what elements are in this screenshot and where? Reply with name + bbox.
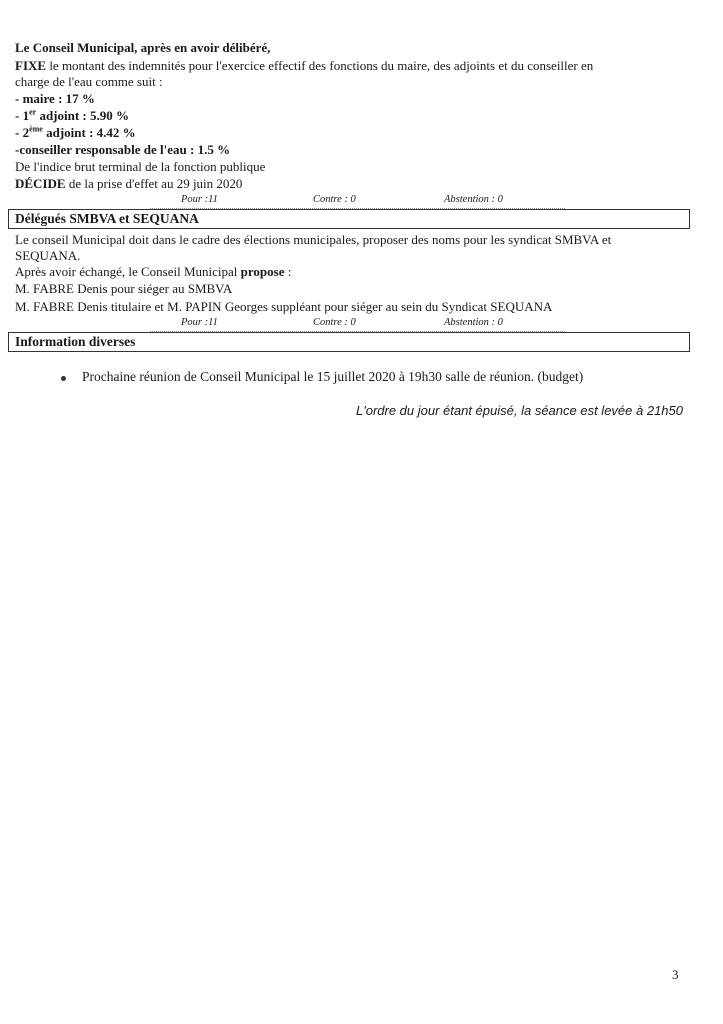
rate-adjoint-2	[15, 125, 136, 141]
decide-keyword: DÉCIDE	[15, 176, 66, 191]
propose-keyword: propose	[240, 264, 285, 279]
adj1-sup: er	[29, 107, 37, 117]
bullet-icon	[61, 376, 66, 381]
information-item: Prochaine réunion de Conseil Municipal le 15 juillet 2020 à 19h30 salle de réunion. (budget)	[82, 369, 584, 384]
delegues-line-2: SEQUANA.	[15, 248, 81, 263]
propose-end: :	[284, 264, 292, 279]
section-heading-information: Information diverses	[8, 332, 690, 352]
rate-maire: - maire : 17 %	[15, 91, 95, 106]
adj1-rest: adjoint : 5.90 %	[36, 108, 130, 123]
vote-pour-2: Pour :11	[181, 317, 218, 328]
page-number: 3	[672, 967, 679, 982]
vote-abstention: Abstention : 0	[444, 194, 503, 205]
decide-line	[15, 176, 242, 192]
deliberation-intro: Le Conseil Municipal, après en avoir délibéré,	[15, 40, 271, 55]
vote-contre: Contre : 0	[313, 194, 356, 205]
delegues-line-5: M. FABRE Denis titulaire et M. PAPIN Georges suppléant pour siéger au sein du Syndicat SEQUANA	[15, 299, 553, 314]
decide-text: de la prise d'effet au 29 juin 2020	[65, 176, 243, 191]
closing-statement: L'ordre du jour étant épuisé, la séance est levée à 21h50	[356, 403, 683, 418]
fixe-keyword: FIXE	[15, 58, 47, 73]
fixe-text: le montant des indemnités pour l'exercice effectif des fonctions du maire, des adjoints et du conseiller en	[46, 58, 594, 73]
adj2-prefix: - 2	[15, 125, 30, 140]
indice-line: De l'indice brut terminal de la fonction publique	[15, 159, 266, 174]
adj2-rest: adjoint : 4.42 %	[42, 125, 136, 140]
delegues-line-4: M. FABRE Denis pour siéger au SMBVA	[15, 281, 233, 296]
rate-conseiller: -conseiller responsable de l'eau : 1.5 %	[15, 142, 231, 157]
section-heading-delegues: Délégués SMBVA et SEQUANA	[8, 209, 690, 229]
vote-abstention-2: Abstention : 0	[444, 317, 503, 328]
adj1-prefix: - 1	[15, 108, 30, 123]
vote-pour: Pour :11	[181, 194, 218, 205]
propose-text: Après avoir échangé, le Conseil Municipal	[15, 264, 241, 279]
fixe-line	[15, 58, 593, 74]
adj2-sup: ème	[29, 124, 43, 134]
delegues-line-3	[15, 264, 291, 280]
fixe-text-continued: charge de l'eau comme suit :	[15, 74, 163, 89]
delegues-line-1: Le conseil Municipal doit dans le cadre des élections municipales, proposer des noms pour les syndicat SMBVA et	[15, 232, 612, 247]
vote-contre-2: Contre : 0	[313, 317, 356, 328]
rate-adjoint-1	[15, 108, 129, 124]
